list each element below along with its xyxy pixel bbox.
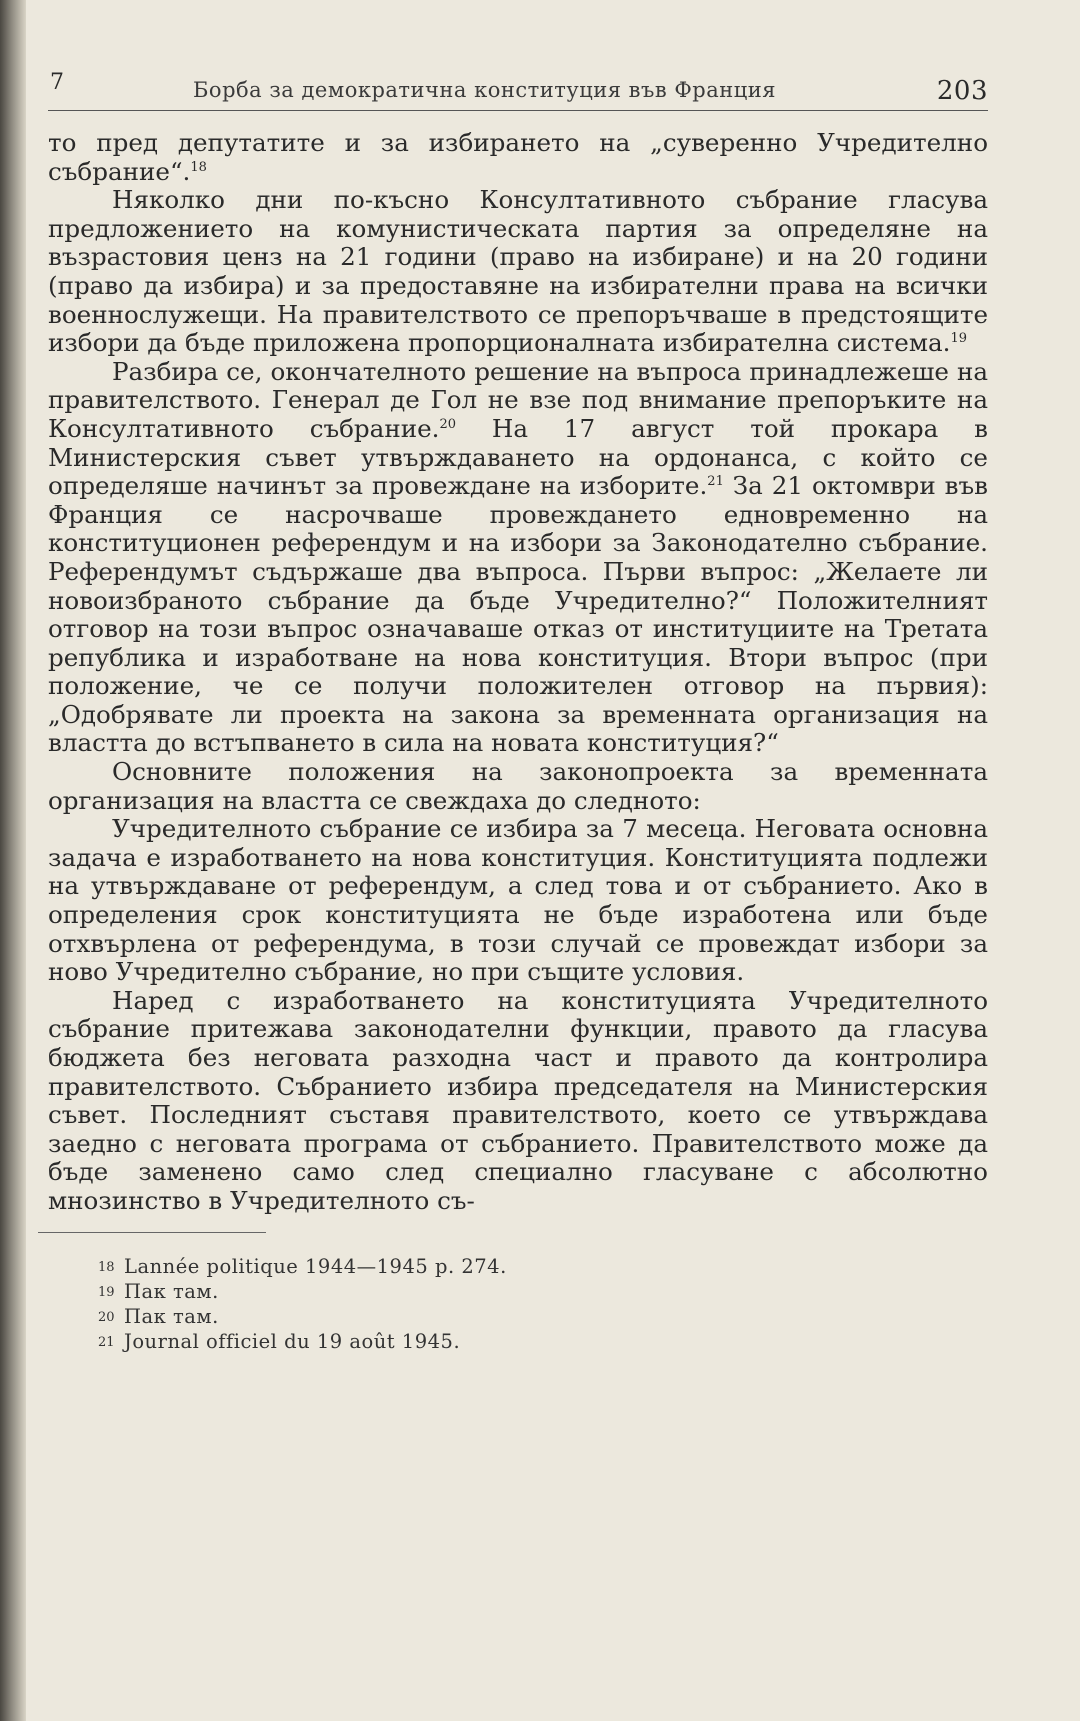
book-page (48, 70, 988, 1355)
footnote: 18 Lannée politique 1944—1945 p. 274. (98, 1254, 507, 1278)
running-header (48, 70, 988, 111)
footnote-ref: 18 (190, 159, 207, 175)
paragraph: то пред депутатите и за избирането на „суверенно Учредително събрание“.$^{18}$ (48, 128, 988, 186)
signature-mark: 7 (50, 70, 65, 95)
paragraph: Разбира се, окончателното решение на въпроса принадлежеше на правителството. Генерал де Гол не взе под внимание препоръките на Консултативното събрание.$^{20}$ На 17 август той прокара в Министерския съвет утвърждаването на ордонанса, с който се определяше начинът за провеждане на изборите.$^{21}$ За 21 октомври във Франция се насрочваше провеждането едновременно на конституционен референдум и на избори за Законодателно събрание. Референдумът съдържаше два въпроса. Първи въпрос: „Желаете ли новоизбраното събрание да бъде Учредително?“ Положителният отговор на този въпрос означаваше отказ от институциите на Третата република и изработване на нова конституция. Втори въпрос (при положение, че се получи положителен отговор на първия): „Одобрявате ли проекта на закона за временната организация на властта до встъпването в сила на новата конституция?“ (48, 356, 989, 758)
main-text (48, 129, 988, 1216)
footnote-ref: 21 (707, 473, 724, 489)
paragraph: Основните положения на законопроекта за временната организация на властта се свеждаха до следното: (48, 757, 988, 815)
footnote: 19 Пак там. (98, 1279, 219, 1303)
footnote: 21 Journal officiel du 19 août 1945. (98, 1329, 461, 1353)
footnote-divider (38, 1232, 266, 1233)
footnote-ref: 19 (950, 330, 968, 346)
footnotes (98, 1255, 988, 1355)
paragraph: Учредителното събрание се избира за 7 месеца. Неговата основна задача е изработването на нова конституция. Конституцията подлежи на утвърждаване от референдум, а след това и от събранието. Ако в определения срок конституцията не бъде изработена или бъде отхвърлена от референдума, в този случай се провеждат избори за ново Учредително събрание, но при същите условия. (48, 814, 988, 987)
footnote: 20 Пак там. (98, 1304, 219, 1328)
page-number: 203 (936, 76, 988, 106)
book-spine-shadow (0, 0, 26, 1721)
running-title: Борба за демократична конституция във Франция (193, 78, 776, 102)
paragraph: Наред с изработването на конституцията Учредителното събрание притежава законодателни функции, правото да гласува бюджета без неговата разходна част и правото да контролира правителството. Събранието избира председателя на Министерския съвет. Последният съставя правителството, което се утвърждава заедно с неговата програма от събранието. Правителството може да бъде заменено само след специално гласуване с абсолютно мнозинство в Учредителното съ- (48, 985, 988, 1215)
footnote-ref: 20 (439, 416, 457, 432)
paragraph: Няколко дни по-късно Консултативното събрание гласува предложението на комунистическата партия за определяне на възрастовия ценз на 21 години (право на избиране) и на 20 години (право да избира) и за предоставяне на избирателни права на всички военнослужещи. На правителството се препоръчваше в предстоящите избори да бъде приложена пропорционалната избирателна система.$^{19}$ (48, 185, 988, 358)
